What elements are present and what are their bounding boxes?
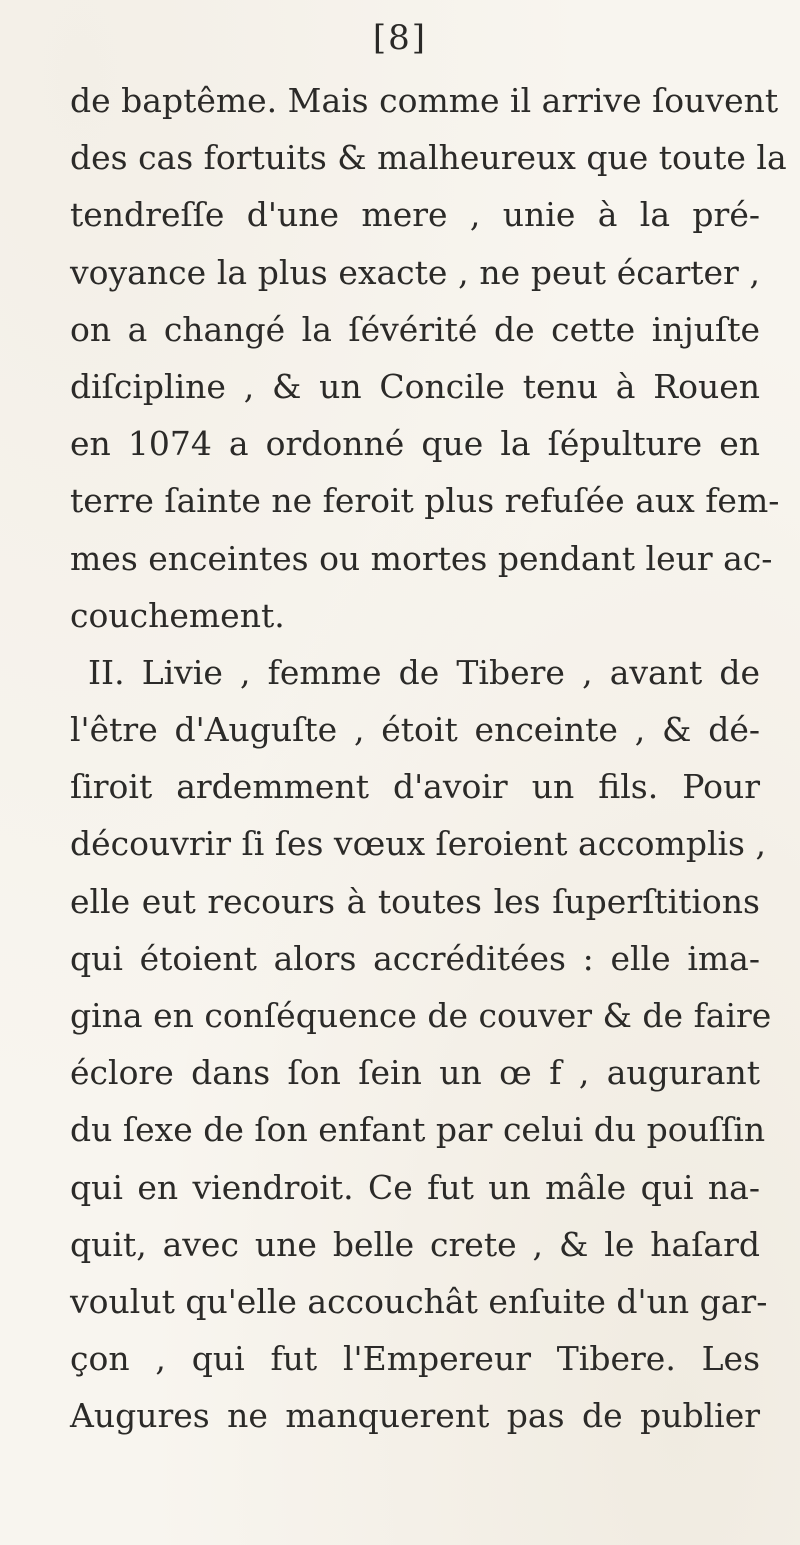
text-line: qui étoient alors accréditées : elle ima-	[70, 938, 760, 978]
text-line: éclore dans ſon ſein un œ f , augurant	[70, 1053, 760, 1093]
text-line: diſcipline , & un Concile tenu à Rouen	[70, 366, 760, 406]
text-line: terre ſainte ne feroit plus refuſée aux fem-	[70, 481, 780, 521]
text-line: mes enceintes ou mortes pendant leur ac-	[70, 538, 773, 578]
text-line: gina en conſéquence de couver & de faire	[70, 996, 772, 1035]
text-line: voulut qu'elle accouchât enſuite d'un gar-	[70, 1281, 768, 1321]
text-line: on a changé la ſévérité de cette injuſte	[70, 309, 760, 349]
text-line: en 1074 a ordonné que la ſépulture en	[70, 424, 760, 464]
text-line: çon , qui fut l'Empereur Tibere. Les	[70, 1339, 760, 1379]
page-number: [8]	[372, 18, 428, 58]
text-line: voyance la plus exacte , ne peut écarter ,	[70, 252, 760, 292]
text-line: du ſexe de ſon enfant par celui du pouſſin	[70, 1110, 766, 1150]
paragraph-start-line: II. Livie , femme de Tibere , avant de	[88, 652, 760, 692]
text-line: découvrir ſi ſes vœux ſeroient accomplis ,	[70, 824, 766, 864]
text-line: de baptême. Mais comme il arrive ſouvent	[70, 81, 779, 120]
text-line: elle eut recours à toutes les ſuperſtitions	[70, 881, 760, 921]
text-line: quit, avec une belle crete , & le haſard	[70, 1224, 760, 1264]
text-line: qui en viendroit. Ce fut un mâle qui na-	[70, 1167, 760, 1207]
text-line: ſiroit ardemment d'avoir un fils. Pour	[70, 767, 760, 807]
text-line: l'être d'Auguſte , étoit enceinte , & dé-	[70, 710, 760, 750]
text-line: couchement.	[70, 595, 285, 635]
text-line: Augures ne manquerent pas de publier	[70, 1396, 760, 1436]
page-body-text	[70, 72, 787, 1445]
text-line: tendreſſe d'une mere , unie à la pré-	[70, 195, 760, 235]
text-line: des cas fortuits & malheureux que toute la	[70, 138, 787, 178]
